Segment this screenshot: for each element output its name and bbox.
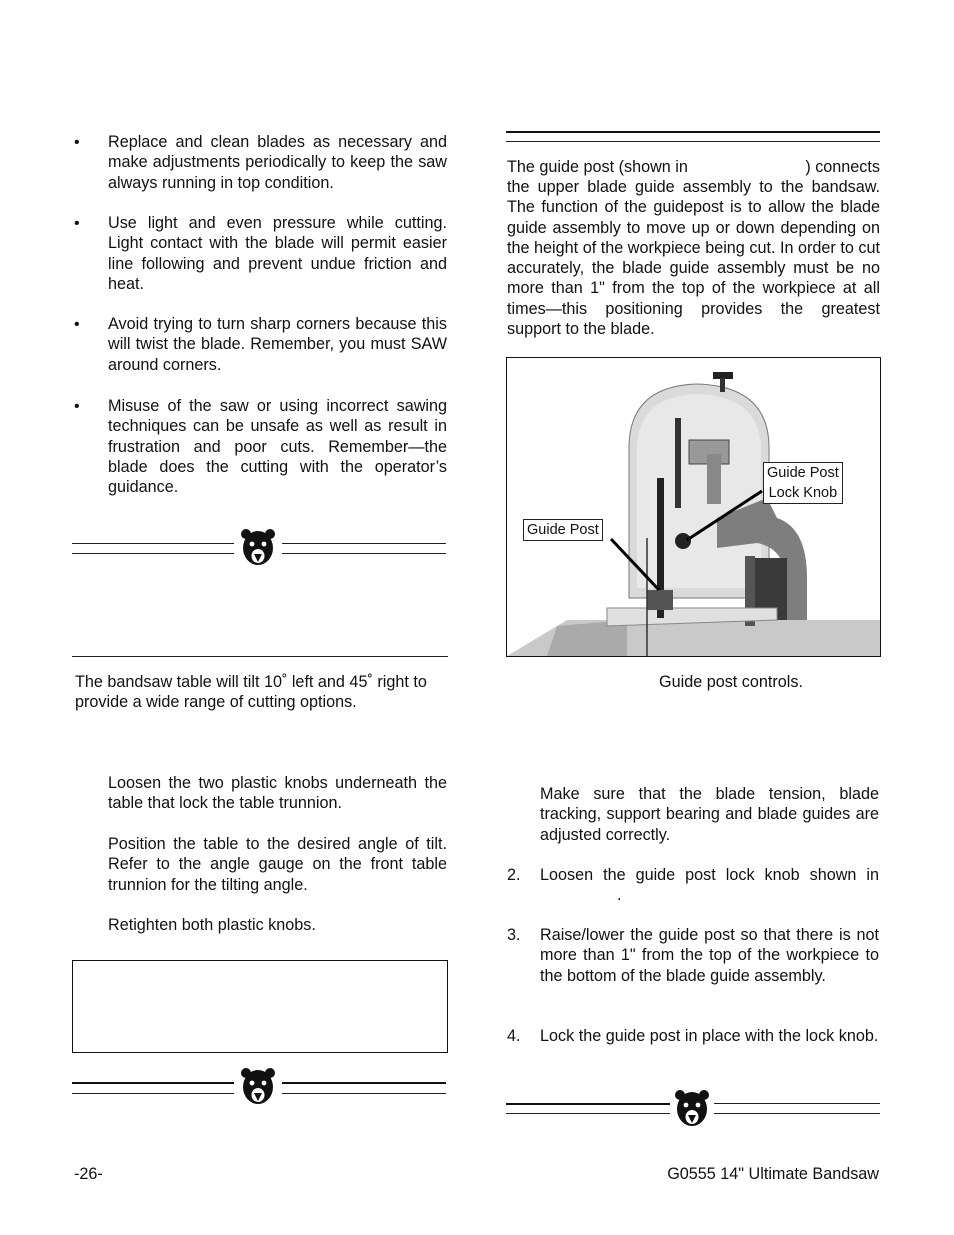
section-rule xyxy=(506,141,880,142)
divider-line xyxy=(282,1093,446,1094)
section-rule xyxy=(72,656,448,657)
guide-step-2-num: 2. xyxy=(507,866,521,884)
bandsaw-illustration xyxy=(507,358,880,656)
bullet-dot: • xyxy=(74,316,80,333)
figure-caption: Guide post controls. xyxy=(659,673,803,691)
bear-logo-icon xyxy=(674,1089,710,1129)
divider-line xyxy=(72,1093,234,1094)
notice-box xyxy=(72,960,448,1053)
divider-line xyxy=(282,1082,446,1084)
guide-step-1: Make sure that the blade tension, blade tracking, support bearing and blade guides are adjusted correctly. xyxy=(540,785,879,844)
guide-post-intro-line1: The guide post (shown in ) connects xyxy=(507,158,880,176)
guide-step-2-tail: . xyxy=(617,886,622,904)
guide-post-intro: the upper blade guide assembly to the bandsaw. The function of the guidepost is to allow the blade guide assembly to move up or down depending on the height of the workpiece being cut. In order to cut accurately, the blade guide assembly must be no more than 1" from the top of the workpiece at all times—this positioning provides the greatest support to the blade. xyxy=(507,178,880,339)
tilt-intro: The bandsaw table will tilt 10˚ left and 45˚ right to provide a wide range of cutting options. xyxy=(75,673,427,712)
bullet-text-1: Replace and clean blades as necessary and make adjustments periodically to keep the saw always running in top condition. xyxy=(108,133,447,192)
tilt-step-2: Position the table to the desired angle of tilt. Refer to the angle gauge on the front table trunnion for the tilting angle. xyxy=(108,835,447,894)
guide-step-2: Loosen the guide post lock knob shown in xyxy=(540,866,879,884)
section-rule xyxy=(506,131,880,133)
divider-line xyxy=(72,1082,234,1084)
guide-step-3: Raise/lower the guide post so that there is not more than 1" from the top of the workpiece to the bottom of the blade guide assembly. xyxy=(540,926,879,985)
figure-box xyxy=(506,357,881,657)
bullet-text-2: Use light and even pressure while cutting. Light contact with the blade will permit easier line following and prevent undue friction and heat. xyxy=(108,214,447,293)
divider-line xyxy=(506,1103,670,1105)
guide-step-3-num: 3. xyxy=(507,926,521,944)
callout-lock-knob: Guide Post Lock Knob xyxy=(763,462,843,504)
tilt-step-1: Loosen the two plastic knobs underneath the table that lock the table trunnion. xyxy=(108,774,447,813)
guide-step-4-num: 4. xyxy=(507,1027,521,1045)
divider-line xyxy=(72,543,234,544)
bullet-dot: • xyxy=(74,134,80,151)
divider-line xyxy=(506,1113,670,1114)
bullet-dot: • xyxy=(74,215,80,232)
divider-line xyxy=(282,543,446,544)
bullet-text-3: Avoid trying to turn sharp corners because this will twist the blade. Remember, you must SAW around corners. xyxy=(108,315,447,374)
divider-line xyxy=(72,553,234,554)
bullet-dot: • xyxy=(74,398,80,415)
bear-logo-icon xyxy=(240,528,276,568)
divider-line xyxy=(714,1113,880,1114)
guide-step-4: Lock the guide post in place with the lock knob. xyxy=(540,1027,879,1045)
bullet-text-4: Misuse of the saw or using incorrect sawing techniques can be unsafe as well as result in frustration and poor cuts. Remember—the blade does the cutting with the operator’s guidance. xyxy=(108,397,447,497)
divider-line xyxy=(282,553,446,554)
doc-title: G0555 14" Ultimate Bandsaw xyxy=(667,1165,879,1183)
callout-guide-post: Guide Post xyxy=(523,519,603,541)
divider-line xyxy=(714,1103,880,1104)
bear-logo-icon xyxy=(240,1067,276,1107)
page-number: -26- xyxy=(74,1165,103,1183)
tilt-step-3: Retighten both plastic knobs. xyxy=(108,916,316,934)
